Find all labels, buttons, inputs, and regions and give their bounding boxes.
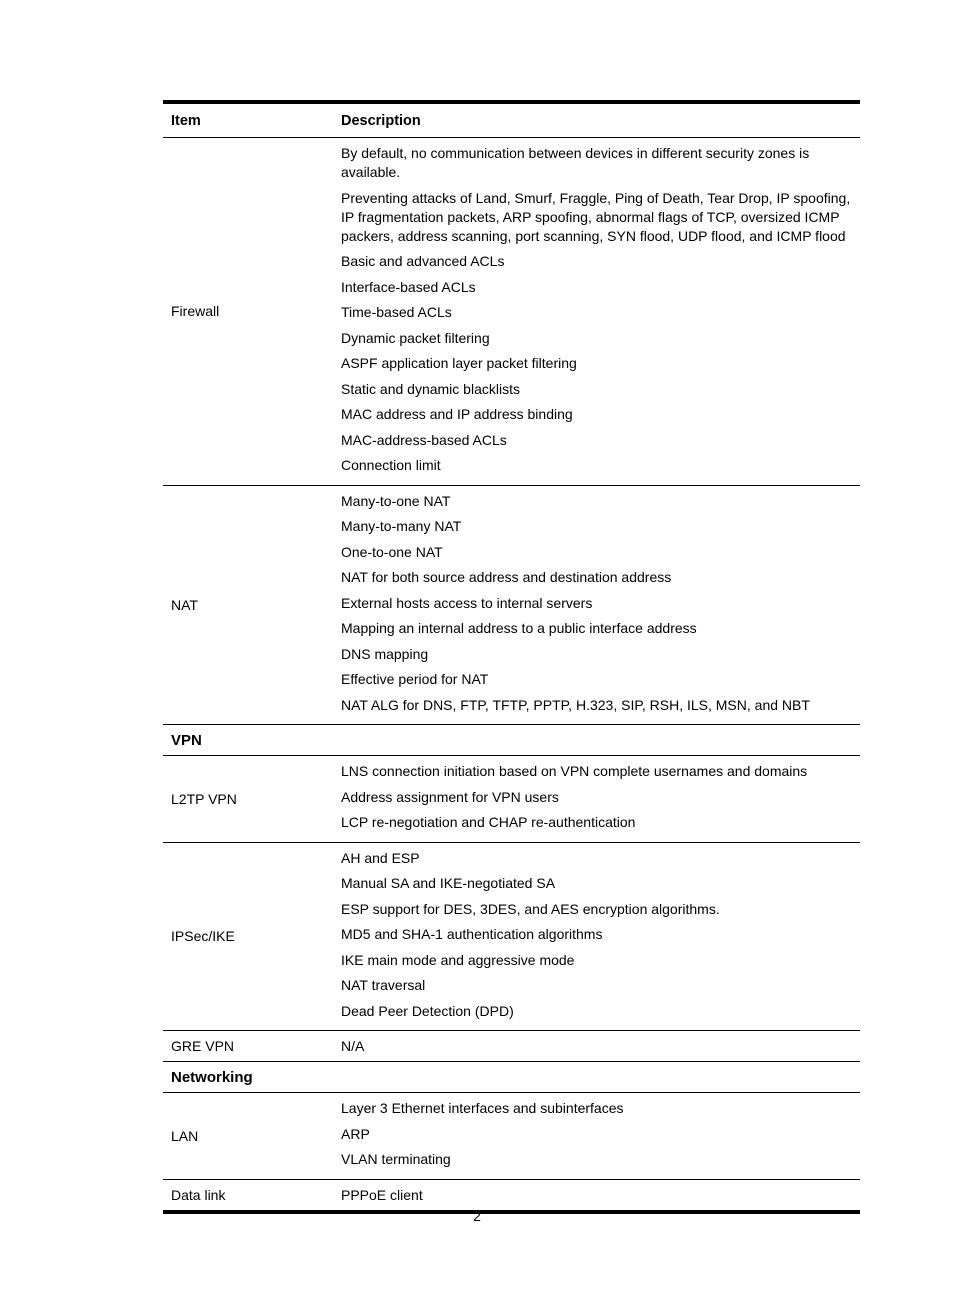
feature-table xyxy=(163,100,860,1214)
description-firewall xyxy=(333,138,860,486)
desc-line: Mapping an internal address to a public interface address xyxy=(341,620,697,636)
desc-line: Many-to-one NAT xyxy=(341,492,451,509)
desc-line: Dynamic packet filtering xyxy=(341,329,490,346)
header-item: Item xyxy=(163,102,333,138)
desc-line: ASPF application layer packet filtering xyxy=(341,355,577,371)
desc-line: Address assignment for VPN users xyxy=(341,788,559,805)
desc-line: DNS mapping xyxy=(341,645,429,662)
desc-line: LCP re-negotiation and CHAP re-authentication xyxy=(341,814,636,830)
description-ipsec xyxy=(333,842,860,1031)
desc-line: Many-to-many NAT xyxy=(341,518,462,534)
desc-line: AH and ESP xyxy=(341,849,420,866)
desc-line: Connection limit xyxy=(341,457,441,473)
desc-line: VLAN terminating xyxy=(341,1151,451,1167)
section-row-networking xyxy=(163,1062,860,1093)
table-header-row xyxy=(163,102,860,138)
description-l2tp xyxy=(333,756,860,843)
desc-line: ESP support for DES, 3DES, and AES encryption algorithms. xyxy=(341,900,720,917)
table-row-nat xyxy=(163,485,860,725)
item-l2tp: L2TP VPN xyxy=(163,756,333,843)
desc-line: Effective period for NAT xyxy=(341,671,489,687)
header-description: Description xyxy=(333,102,860,138)
table-row-l2tp xyxy=(163,756,860,843)
desc-line: External hosts access to internal servers xyxy=(341,594,593,611)
description-lan xyxy=(333,1093,860,1180)
section-row-vpn xyxy=(163,725,860,756)
table-row-lan xyxy=(163,1093,860,1180)
item-nat: NAT xyxy=(163,485,333,725)
table-row-ipsec xyxy=(163,842,860,1031)
desc-line: IKE main mode and aggressive mode xyxy=(341,951,575,968)
desc-line: Time-based ACLs xyxy=(341,304,452,320)
desc-line: MAC-address-based ACLs xyxy=(341,431,507,448)
section-title-networking: Networking xyxy=(163,1062,860,1093)
desc-line: Manual SA and IKE-negotiated SA xyxy=(341,875,556,891)
item-firewall: Firewall xyxy=(163,138,333,486)
desc-line: NAT for both source address and destination address xyxy=(341,569,672,585)
item-datalink: Data link xyxy=(171,1186,226,1203)
desc-line: ARP xyxy=(341,1125,370,1142)
desc-line: Layer 3 Ethernet interfaces and subinterfaces xyxy=(341,1100,624,1116)
description-nat xyxy=(333,485,860,725)
desc-line: MD5 and SHA-1 authentication algorithms xyxy=(341,926,603,942)
description-gre: N/A xyxy=(333,1031,860,1062)
description-datalink: PPPoE client xyxy=(341,1186,423,1203)
desc-line: MAC address and IP address binding xyxy=(341,406,573,422)
section-title-vpn: VPN xyxy=(163,725,860,756)
desc-line: Interface-based ACLs xyxy=(341,278,476,295)
desc-line: Basic and advanced ACLs xyxy=(341,253,505,269)
table-row-gre xyxy=(163,1031,860,1062)
page-number: 2 xyxy=(473,1208,481,1224)
desc-line: NAT traversal xyxy=(341,977,426,993)
desc-line: LNS connection initiation based on VPN complete usernames and domains xyxy=(341,763,808,779)
desc-line: Dead Peer Detection (DPD) xyxy=(341,1002,514,1019)
table-row-firewall xyxy=(163,138,860,486)
desc-line: One-to-one NAT xyxy=(341,543,443,560)
item-lan: LAN xyxy=(163,1093,333,1180)
desc-line: Preventing attacks of Land, Smurf, Fraggle, Ping of Death, Tear Drop, IP spoofing, IP fragmentation packets, ARP spoofing, abnormal flags of TCP, oversized ICMP packers, address scanning, port scanning, SYN flood, UDP flood, and ICMP flood xyxy=(341,189,851,244)
table-row-datalink xyxy=(163,1179,860,1212)
desc-line: Static and dynamic blacklists xyxy=(341,380,520,397)
item-gre: GRE VPN xyxy=(163,1031,333,1062)
desc-line: NAT ALG for DNS, FTP, TFTP, PPTP, H.323, SIP, RSH, ILS, MSN, and NBT xyxy=(341,696,810,713)
desc-line: By default, no communication between devices in different security zones is available. xyxy=(341,145,810,180)
item-ipsec: IPSec/IKE xyxy=(163,842,333,1031)
